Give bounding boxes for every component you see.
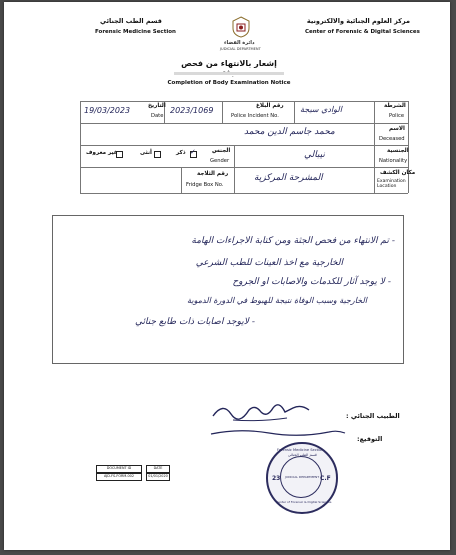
center-name-ar: مركز العلوم الجنائية والالكترونية [306, 17, 410, 25]
stamp-mid-text: JUDICIAL DEPARTMENT [285, 475, 320, 479]
gender-male-label: ذكر [176, 150, 186, 156]
forensic-doctor-label: الطبيب الجنائي : [346, 412, 400, 420]
nationality-label-ar: الجنسية [387, 148, 409, 154]
note-line: - لايوجد اصابات ذات طابع جنائي [135, 317, 255, 327]
official-stamp [266, 442, 338, 514]
location-value: المشرحة المركزية [254, 173, 323, 183]
doctor-signature-icon [209, 398, 319, 424]
note-line: الخارجية وسبب الوفاة نتيجة للهبوط في الدورة الدموية [187, 296, 367, 305]
note-line: الخارجية مع اخذ العينات للطب الشرعي [195, 258, 343, 268]
date-value: 19/03/2023 [84, 106, 131, 115]
section-name-ar: قسم الطب الجنائي [100, 17, 162, 25]
incident-label-ar: رقم البلاغ [256, 103, 284, 109]
name-label-en: Deceased [379, 136, 405, 142]
document-id-value: AJD-FS-FORM-002 [96, 473, 142, 481]
notice-title-en: Completion of Body Examination Notice [167, 80, 291, 86]
gender-male-checkbox[interactable] [190, 151, 197, 158]
stamp-left-number: 23 [272, 475, 281, 482]
name-value: محمد جاسم الدين محمد [244, 127, 335, 137]
examination-notes-box [52, 215, 404, 364]
section-name-en: Forensic Medicine Section [95, 29, 176, 35]
gender-label-ar: الجنس [212, 148, 231, 154]
police-label-ar: الشرطة [384, 103, 406, 109]
judicial-emblem-icon [231, 16, 251, 38]
incident-value: 2023/1069 [170, 106, 214, 115]
stamp-top-text: Forensic Medicine Section [277, 448, 324, 452]
gender-label-en: Gender [210, 158, 230, 164]
date-label-en: Date [151, 113, 164, 119]
logo-text-ar: دائرة القضاء [224, 40, 255, 46]
logo-text-en: JUDICIAL DEPARTMENT [220, 47, 261, 51]
note-line: - لا يوجد آثار للكدمات والاصابات او الجروح [232, 277, 391, 287]
document-id-label: DOCUMENT ID [96, 465, 142, 473]
stamp-right-code: C.F [320, 475, 331, 482]
center-name-en: Center of Forensic & Digital Sciences [305, 29, 420, 35]
name-label-ar: الاسم [389, 126, 405, 132]
document-date-value: 01/01/2020 [146, 473, 170, 481]
location-label-en: Examination Location [377, 179, 406, 190]
location-label-ar: مكان الكشف [380, 170, 416, 176]
nationality-value: نيبالي [304, 150, 325, 160]
gender-female-label: أنثى [140, 150, 152, 156]
document-date-label: DATE [146, 465, 170, 473]
fridge-label-ar: رقم الثلاجة [197, 171, 229, 177]
date-label-ar: التاريخ [148, 103, 166, 109]
stamp-ar-text: قسم الطب الجنائي [288, 453, 317, 457]
fridge-label-en: Fridge Box No. [186, 182, 224, 188]
document-page [4, 2, 450, 550]
signature-label: التوقيع: [357, 435, 383, 443]
police-value: الوادي سيجة [300, 105, 342, 114]
note-line: - تم الانتهاء من فحص الجثة ومن كتابة الاجراءات الهامة [191, 236, 395, 246]
stamp-bottom-text: Center of Forensic & Digital Sciences [276, 500, 332, 504]
title-band [174, 72, 284, 75]
police-label-en: Police [389, 113, 405, 119]
notice-title-ar: إشعار بالانتهاء من فحص [181, 59, 277, 68]
nationality-label-en: Nationality [379, 158, 408, 164]
gender-female-checkbox[interactable] [154, 151, 161, 158]
incident-label-en: Police Incident No. [231, 113, 279, 119]
signature-scribble-icon [209, 424, 349, 442]
gender-unknown-label: غير معروف [86, 150, 118, 156]
